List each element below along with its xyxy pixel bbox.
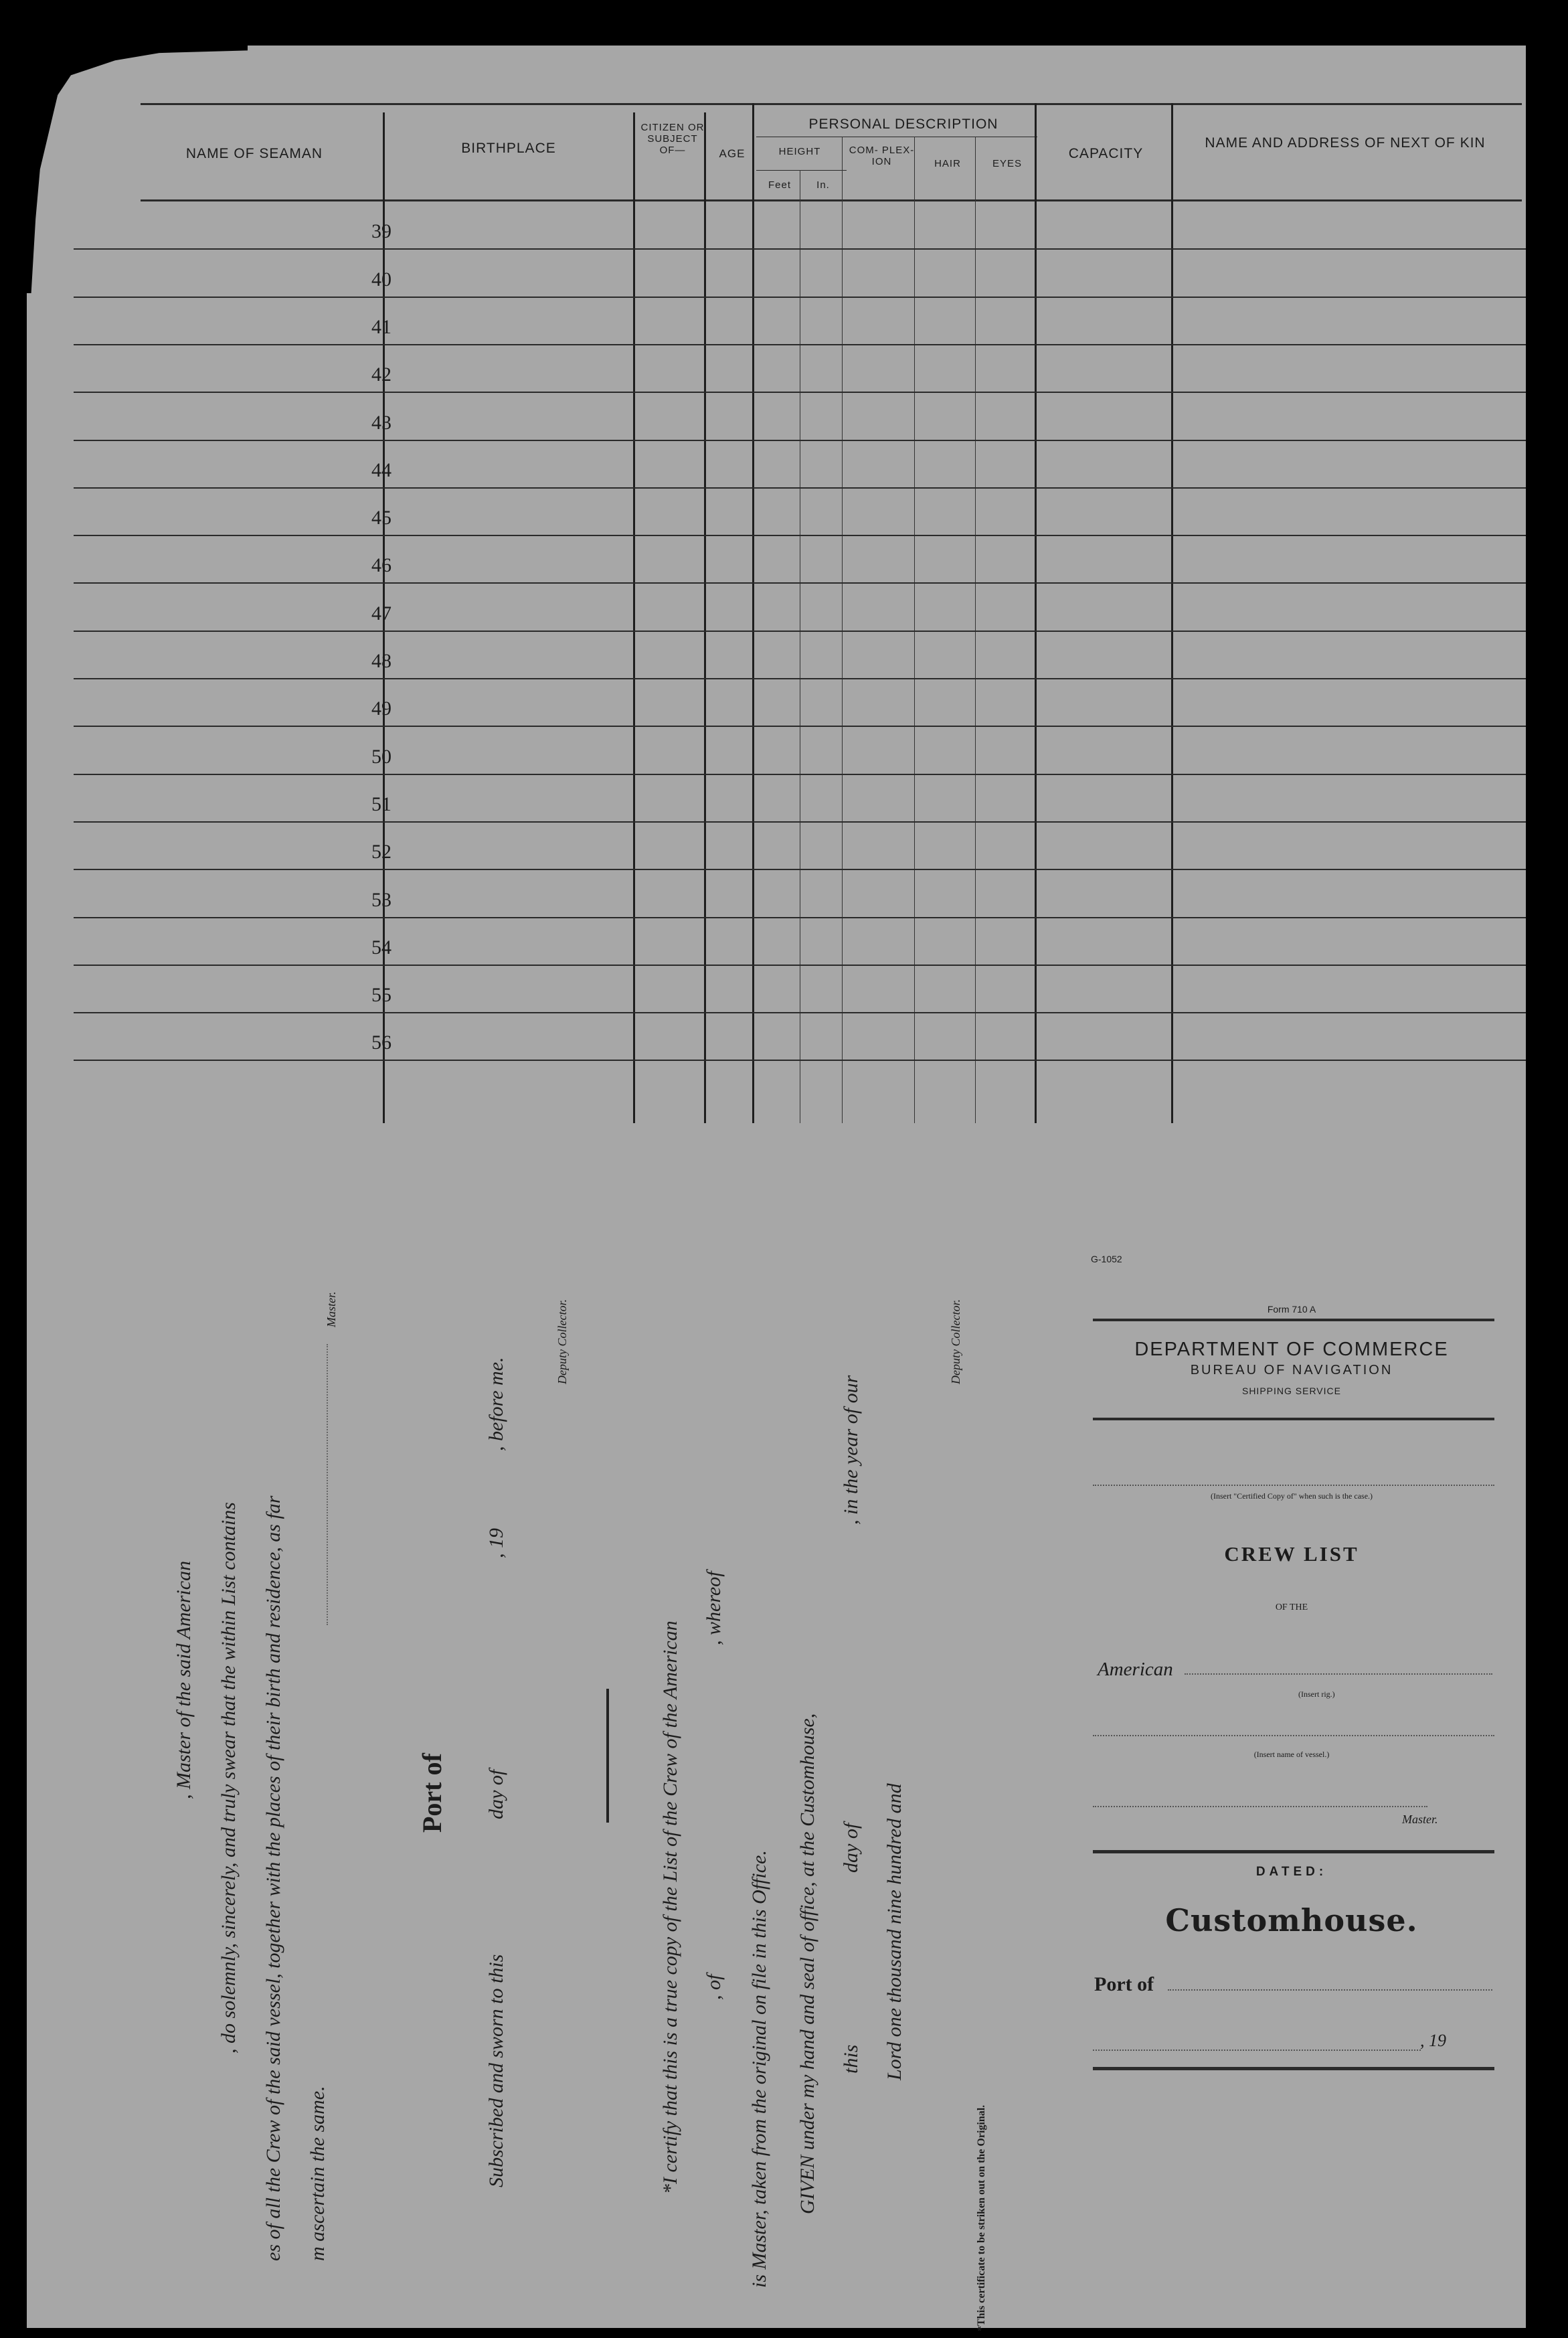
- table-row: [74, 535, 1526, 536]
- cert-of: , of: [703, 1974, 725, 2000]
- col-line-4: [752, 103, 754, 1123]
- table-row: [74, 582, 1526, 584]
- row-number: 50: [371, 745, 391, 768]
- table-row: [74, 631, 1526, 632]
- oath-line-2: , do solemnly, sincerely, and truly swear that the within List contains: [217, 1502, 240, 2054]
- table-row: [74, 297, 1526, 298]
- divider-rule: [606, 1689, 609, 1823]
- row-number: 49: [371, 697, 391, 720]
- header-inches: In.: [816, 179, 830, 191]
- subscribed-sworn: Subscribed and sworn to this: [485, 1954, 507, 2187]
- header-next-of-kin: NAME AND ADDRESS OF NEXT OF KIN: [1205, 135, 1486, 151]
- deputy-collector-2: Deputy Collector.: [949, 1299, 962, 1384]
- year-prefix-1: , 19: [485, 1528, 507, 1558]
- header-name-of-seaman: NAME OF SEAMAN: [185, 146, 323, 161]
- cover-bottom-rule: [1093, 2067, 1494, 2070]
- cover-master: Master.: [1402, 1813, 1438, 1826]
- cert-year-of-our: , in the year of our: [840, 1375, 862, 1525]
- header-bottom-rule: [141, 199, 1522, 201]
- col-line-3: [704, 112, 706, 1123]
- row-number: 54: [371, 936, 391, 958]
- row-number: 43: [371, 411, 391, 434]
- oath-line-3: es of all the Crew of the said vessel, together with the places of their birth and residence, as far: [262, 1495, 284, 2261]
- master-line: [1093, 1806, 1427, 1807]
- form-code: G-1052: [1091, 1254, 1122, 1264]
- header-feet: Feet: [768, 179, 791, 191]
- oath-line-1: , Master of the said American: [173, 1560, 195, 1799]
- insert-certified: (Insert "Certified Copy of" when such is the case.): [1210, 1491, 1373, 1501]
- row-number: 48: [371, 650, 391, 672]
- row-number: 41: [371, 315, 391, 338]
- department: DEPARTMENT OF COMMERCE: [1134, 1339, 1449, 1360]
- header-height: HEIGHT: [778, 146, 821, 157]
- deputy-collector-1: Deputy Collector.: [555, 1299, 569, 1384]
- oath-line-4: m ascertain the same.: [307, 2086, 329, 2261]
- american-label: American: [1098, 1659, 1173, 1680]
- table-row: [74, 1012, 1526, 1013]
- row-number: 44: [371, 458, 391, 481]
- dated-label: DATED:: [1255, 1865, 1328, 1879]
- bureau: BUREAU OF NAVIGATION: [1190, 1363, 1393, 1377]
- of-the: OF THE: [1275, 1602, 1308, 1612]
- cert-line-2: is Master, taken from the original on file in this Office.: [748, 1850, 770, 2288]
- cert-lord: Lord one thousand nine hundred and: [883, 1783, 905, 2080]
- certified-copy-line: [1093, 1485, 1494, 1486]
- col-line-9: [1035, 103, 1037, 1123]
- cover-port-of: Port of: [1094, 1973, 1154, 1995]
- customhouse-heading: Customhouse.: [1165, 1902, 1418, 1938]
- shipping-service: SHIPPING SERVICE: [1241, 1386, 1341, 1396]
- row-number: 39: [371, 220, 391, 243]
- row-number: 55: [371, 984, 391, 1007]
- row-number: 42: [371, 363, 391, 386]
- cert-day-of: day of: [840, 1823, 862, 1873]
- insert-rig: (Insert rig.): [1298, 1689, 1335, 1699]
- cert-this: this: [840, 2044, 862, 2074]
- row-number: 56: [371, 1031, 391, 1054]
- header-hair: HAIR: [934, 158, 961, 169]
- torn-corner: [27, 46, 248, 293]
- port-line: [1168, 1989, 1492, 1991]
- port-of-heading: Port of: [417, 1753, 447, 1833]
- col-line-2: [633, 112, 635, 1123]
- cover-mid-rule: [1093, 1418, 1494, 1420]
- table-row: [74, 440, 1526, 441]
- crew-list-title: CREW LIST: [1224, 1542, 1359, 1566]
- table-top-rule: [141, 103, 1522, 105]
- table-row: [74, 774, 1526, 775]
- row-number: 51: [371, 792, 391, 815]
- cert-given: GIVEN under my hand and seal of office, at the Customhouse,: [796, 1713, 818, 2214]
- table-row: [74, 248, 1526, 250]
- header-birthplace: BIRTHPLACE: [461, 141, 556, 156]
- table-row: [74, 821, 1526, 823]
- header-eyes: EYES: [992, 158, 1023, 169]
- table-row: [74, 344, 1526, 345]
- height-subrule: [756, 170, 847, 171]
- table-row: [74, 917, 1526, 918]
- before-me: , before me.: [485, 1357, 507, 1451]
- row-number: 52: [371, 841, 391, 863]
- row-number: 46: [371, 554, 391, 577]
- cert-line-1: *I certify that this is a true copy of the List of the Crew of the American: [659, 1620, 681, 2194]
- cover-year: , 19: [1420, 2031, 1446, 2050]
- day-of-1: day of: [485, 1769, 507, 1819]
- vessel-name-line: [1093, 1735, 1494, 1736]
- form-number: Form 710 A: [1267, 1304, 1316, 1315]
- document-page: [27, 46, 1526, 2331]
- table-row: [74, 1060, 1526, 1061]
- table-row: [74, 726, 1526, 727]
- header-capacity: CAPACITY: [1068, 146, 1144, 161]
- rig-line: [1185, 1673, 1492, 1675]
- table-row: [74, 392, 1526, 393]
- cover-lower-rule: [1093, 1850, 1494, 1853]
- table-row: [74, 678, 1526, 679]
- master-signature-line: [327, 1344, 329, 1625]
- table-row: [74, 487, 1526, 489]
- header-citizen: CITIZEN OR SUBJECT OF—: [640, 122, 705, 156]
- row-number: 47: [371, 602, 391, 624]
- master-label: Master.: [325, 1291, 338, 1327]
- header-age: AGE: [719, 147, 746, 160]
- insert-vessel: (Insert name of vessel.): [1253, 1750, 1330, 1759]
- header-complexion: COM- PLEX- ION: [849, 145, 915, 167]
- cert-whereof: , whereof: [703, 1571, 725, 1645]
- table-row: [74, 965, 1526, 966]
- table-row: [74, 869, 1526, 870]
- row-number: 45: [371, 507, 391, 529]
- row-number: 53: [371, 888, 391, 911]
- date-line: [1093, 2050, 1421, 2051]
- col-line-10: [1171, 103, 1173, 1123]
- cover-top-rule: [1093, 1319, 1494, 1321]
- row-number: 40: [371, 268, 391, 290]
- cert-footnote: *This certificate to be striken out on the Original.: [976, 2104, 987, 2331]
- header-personal-description: PERSONAL DESCRIPTION: [808, 116, 998, 132]
